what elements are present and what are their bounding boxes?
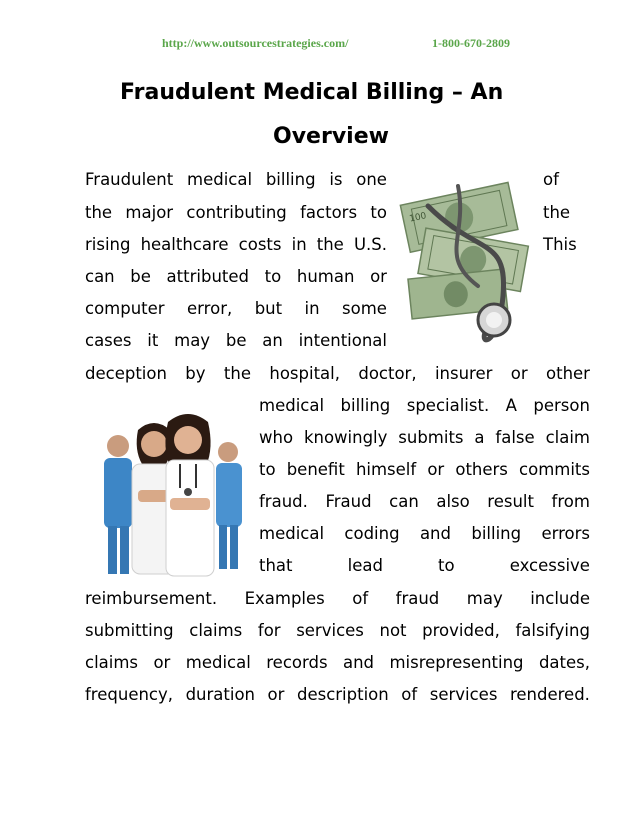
text-line: the	[543, 203, 571, 222]
text-line: of	[543, 170, 559, 189]
text-line: who knowingly submits a false claim	[259, 428, 590, 447]
text-line: claims or medical records and misrepresenting dates,	[85, 653, 590, 672]
text-line: reimbursement. Examples of fraud may include	[85, 589, 590, 608]
text-line: frequency, duration or description of services rendered.	[85, 685, 590, 704]
text-line: computer error, but in some	[85, 299, 387, 318]
text-line: Fraudulent medical billing is one	[85, 170, 387, 189]
text-line: medical billing specialist. A person	[259, 396, 590, 415]
text-line: medical coding and billing errors	[259, 524, 590, 543]
title-line-2: Overview	[273, 124, 389, 149]
money-stethoscope-image	[398, 176, 536, 356]
text-line: can be attributed to human or	[85, 267, 387, 286]
medical-staff-image	[96, 394, 248, 582]
header-phone[interactable]: 1-800-670-2809	[432, 36, 510, 50]
text-line: the major contributing factors to	[85, 203, 387, 222]
text-line: deception by the hospital, doctor, insurer or other	[85, 364, 590, 383]
text-line: cases it may be an intentional	[85, 331, 387, 350]
text-line: fraud. Fraud can also result from	[259, 492, 590, 511]
text-line: that lead to excessive	[259, 556, 590, 575]
header-url[interactable]: http://www.outsourcestrategies.com/	[162, 36, 349, 50]
title-line-1: Fraudulent Medical Billing – An	[120, 80, 504, 105]
svg-text:100: 100	[408, 211, 428, 225]
text-line: This	[543, 235, 577, 254]
text-line: to benefit himself or others commits	[259, 460, 590, 479]
text-line: submitting claims for services not provided, falsifying	[85, 621, 590, 640]
text-line: rising healthcare costs in the U.S.	[85, 235, 387, 254]
